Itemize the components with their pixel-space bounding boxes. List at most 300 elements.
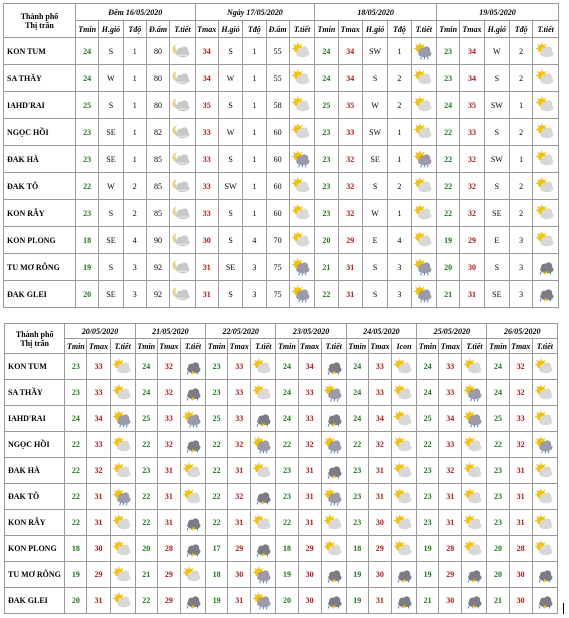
column-header: Tmin	[276, 339, 298, 354]
tmax-value: 34	[338, 65, 362, 92]
tmin-value: 23	[487, 458, 509, 484]
weather-cell	[180, 562, 205, 588]
wind-direction: W	[362, 200, 387, 227]
sun-cloud-icon	[113, 462, 133, 480]
weather-cell	[170, 173, 195, 200]
column-header: Tmax	[228, 339, 251, 354]
tmax-value: 31	[87, 510, 110, 536]
weather-cell	[532, 406, 557, 432]
tmax-value: 33	[228, 380, 251, 406]
tmax-value: 32	[228, 484, 251, 510]
weather-cell	[170, 227, 195, 254]
wind-speed: 4	[388, 227, 411, 254]
night-cloud-icon	[172, 231, 192, 249]
weather-cell	[321, 588, 346, 614]
tmax-value: 31	[439, 484, 462, 510]
table-row	[5, 510, 558, 536]
tmin-value: 23	[206, 380, 228, 406]
sun-cloud-icon	[113, 540, 133, 558]
tmax-value: 31	[460, 281, 484, 308]
day-header: 18/05/2020	[315, 4, 437, 21]
tmin-value: 25	[76, 92, 99, 119]
tmax-value: 35	[338, 92, 362, 119]
weather-cell	[532, 588, 557, 614]
value-cell: 1	[243, 119, 266, 146]
weather-cell	[321, 354, 346, 380]
weather-cell	[532, 354, 557, 380]
sun-cloud-icon	[394, 462, 414, 480]
tmax-value: 35	[460, 92, 484, 119]
column-header: Tmax	[439, 339, 462, 354]
wind-speed: 2	[510, 173, 533, 200]
weather-cell	[180, 510, 205, 536]
tmin-value: 24	[76, 38, 99, 65]
weather-cell	[391, 432, 416, 458]
wind-direction: SE	[362, 146, 387, 173]
weather-cell	[391, 484, 416, 510]
sun-cloud-icon	[253, 462, 273, 480]
rain-sun-icon	[324, 384, 344, 402]
city-header-line: Thành phố	[15, 329, 54, 339]
column-header: Đ.ẩm	[146, 21, 169, 38]
sun-cloud-icon	[253, 384, 273, 402]
tmin-value: 23	[417, 510, 439, 536]
day-header: 22/05/2020	[206, 324, 276, 339]
weather-cell	[110, 354, 135, 380]
thunderstorm-icon	[253, 410, 273, 428]
column-header: Tđộ	[123, 21, 146, 38]
sun-cloud-icon	[464, 358, 484, 376]
weather-cell	[411, 227, 436, 254]
wind-speed: 3	[510, 227, 533, 254]
value-cell: 80	[146, 65, 169, 92]
wind-speed: 1	[388, 200, 411, 227]
weather-cell	[532, 562, 557, 588]
city-name: TU MƠ RÔNG	[5, 562, 65, 588]
table-row	[5, 588, 558, 614]
tmin-value: 21	[135, 562, 157, 588]
weather-cell	[110, 406, 135, 432]
sun-cloud-icon	[394, 436, 414, 454]
weather-cell	[411, 92, 436, 119]
value-cell: 1	[123, 146, 146, 173]
day-header: Ngày 17/05/2020	[195, 4, 315, 21]
sun-cloud-icon	[113, 566, 133, 584]
tmin-value: 24	[276, 406, 298, 432]
tmin-value: 22	[346, 432, 368, 458]
tmin-value: 18	[76, 227, 99, 254]
weather-cell	[251, 406, 276, 432]
sun-cloud-icon	[394, 358, 414, 376]
rain-sun-icon	[113, 410, 133, 428]
tmin-value: 23	[76, 146, 99, 173]
wind-direction: S	[484, 254, 509, 281]
tmax-value: 28	[439, 536, 462, 562]
weather-cell	[391, 536, 416, 562]
tmin-value: 24	[135, 354, 157, 380]
rain-sun-icon	[253, 566, 273, 584]
city-name: TU MƠ RÔNG	[4, 254, 76, 281]
rain-sun-icon	[535, 436, 555, 454]
value-cell: 3	[123, 254, 146, 281]
thunderstorm-icon	[464, 592, 484, 610]
sun-cloud-icon	[464, 540, 484, 558]
table-row	[4, 254, 559, 281]
sun-cloud-icon	[414, 96, 434, 114]
weather-cell	[533, 65, 559, 92]
weather-cell	[532, 510, 557, 536]
weather-cell	[289, 146, 314, 173]
city-header-line: Thị trấn	[25, 20, 54, 30]
tmin-value: 24	[276, 380, 298, 406]
tmin-value: 23	[65, 354, 87, 380]
sun-cloud-icon	[464, 488, 484, 506]
night-cloud-icon	[172, 258, 192, 276]
tmin-value: 23	[315, 146, 338, 173]
weather-cell	[462, 432, 487, 458]
table-row	[5, 536, 558, 562]
sun-cloud-icon	[464, 462, 484, 480]
table-row	[5, 406, 558, 432]
tmin-value: 20	[76, 281, 99, 308]
tmin-value: 24	[65, 406, 87, 432]
tmin-value: 19	[76, 254, 99, 281]
wind-direction: E	[362, 227, 387, 254]
night-cloud-icon	[172, 150, 192, 168]
tmin-value: 25	[206, 406, 228, 432]
tmax-value: 30	[439, 588, 462, 614]
weather-cell	[532, 432, 557, 458]
tmin-value: 24	[417, 354, 439, 380]
rain-sun-icon	[464, 410, 484, 428]
rain-sun-icon	[292, 150, 312, 168]
column-header: Tmax	[87, 339, 110, 354]
rain-sun-icon	[414, 42, 434, 60]
sun-cloud-icon	[113, 358, 133, 376]
sun-cloud-icon	[394, 410, 414, 428]
value-cell: 60	[266, 173, 289, 200]
weather-cell	[289, 92, 314, 119]
tmax-value: 29	[157, 588, 180, 614]
tmax-value: 32	[439, 458, 462, 484]
weather-cell	[411, 200, 436, 227]
weather-cell	[462, 536, 487, 562]
tmin-value: 18	[276, 536, 298, 562]
sun-cloud-icon	[414, 204, 434, 222]
city-name: ĐAK TÔ	[4, 173, 76, 200]
column-header: Tmin	[487, 339, 509, 354]
tmax-value: 31	[298, 484, 321, 510]
value-cell: 70	[266, 227, 289, 254]
tmax-value: 34	[460, 38, 484, 65]
tmin-value: 20	[65, 588, 87, 614]
column-header: H.gió	[218, 21, 242, 38]
value-cell: 1	[123, 92, 146, 119]
column-header: H.gió	[99, 21, 123, 38]
wind-speed: 2	[388, 92, 411, 119]
value-cell: 58	[266, 92, 289, 119]
tmin-value: 23	[315, 173, 338, 200]
value-cell: S	[99, 200, 123, 227]
tmin-value: 23	[76, 119, 99, 146]
sun-cloud-icon	[536, 42, 556, 60]
value-cell: 3	[243, 281, 266, 308]
column-header: Tmin	[76, 21, 99, 38]
value-cell: 92	[146, 254, 169, 281]
tmin-value: 23	[346, 510, 368, 536]
wind-speed: 1	[388, 38, 411, 65]
tmax-value: 31	[228, 458, 251, 484]
sun-cloud-icon	[464, 436, 484, 454]
wind-direction: SW	[484, 92, 509, 119]
weather-cell	[391, 510, 416, 536]
tmin-value: 22	[135, 510, 157, 536]
tmin-value: 21	[437, 281, 460, 308]
column-header: T.tiết	[411, 21, 436, 38]
sun-cloud-icon	[394, 384, 414, 402]
weather-cell	[533, 173, 559, 200]
city-header	[4, 4, 76, 38]
thunderstorm-icon	[183, 592, 203, 610]
sun-cloud-icon	[414, 69, 434, 87]
wind-speed: 2	[510, 65, 533, 92]
column-header: Tmax	[195, 21, 218, 38]
tmin-value: 22	[487, 432, 509, 458]
weather-cell	[391, 380, 416, 406]
weather-cell	[462, 380, 487, 406]
wind-direction: SW	[362, 38, 387, 65]
tmin-value: 20	[437, 254, 460, 281]
weather-cell	[462, 588, 487, 614]
tmin-value: 22	[76, 173, 99, 200]
weather-cell	[321, 432, 346, 458]
wind-direction: SE	[484, 200, 509, 227]
rain-sun-icon	[253, 436, 273, 454]
tmax-value: 32	[228, 432, 251, 458]
tmin-value: 20	[487, 536, 509, 562]
tmin-value: 22	[65, 432, 87, 458]
tmax-value: 31	[509, 484, 532, 510]
tmin-value: 22	[417, 432, 439, 458]
tmax-value: 33	[195, 119, 218, 146]
tmin-value: 24	[135, 380, 157, 406]
tmin-value: 17	[206, 536, 228, 562]
thunderstorm-icon	[535, 592, 555, 610]
tmin-value: 22	[65, 484, 87, 510]
tmin-value: 22	[315, 281, 338, 308]
column-header: T.tiết	[532, 339, 557, 354]
value-cell: 2	[123, 200, 146, 227]
weather-cell	[289, 200, 314, 227]
column-header: T.tiết	[170, 21, 195, 38]
tmin-value: 21	[417, 588, 439, 614]
weather-cell	[170, 119, 195, 146]
wind-direction: S	[484, 173, 509, 200]
column-header: Tmax	[368, 339, 391, 354]
tmin-value: 25	[315, 92, 338, 119]
wind-direction: E	[484, 227, 509, 254]
column-header: T.tiết	[251, 339, 276, 354]
weather-cell	[170, 281, 195, 308]
value-cell: SE	[99, 281, 123, 308]
table-row	[4, 227, 559, 254]
tmax-value: 34	[460, 65, 484, 92]
wind-speed: 1	[510, 92, 533, 119]
value-cell: W	[99, 65, 123, 92]
sun-cloud-icon	[292, 96, 312, 114]
weather-cell	[170, 38, 195, 65]
tmax-value: 34	[368, 406, 391, 432]
tmin-value: 20	[487, 562, 509, 588]
value-cell: 75	[266, 281, 289, 308]
tmin-value: 23	[487, 510, 509, 536]
weather-cell	[251, 354, 276, 380]
tmax-value: 32	[157, 432, 180, 458]
weather-cell	[462, 354, 487, 380]
value-cell: 55	[266, 65, 289, 92]
value-cell: 4	[123, 227, 146, 254]
thunderstorm-icon	[183, 514, 203, 532]
weather-cell	[251, 432, 276, 458]
sun-cloud-icon	[113, 436, 133, 454]
weather-cell	[532, 536, 557, 562]
value-cell: 1	[243, 65, 266, 92]
weather-cell	[180, 588, 205, 614]
tmax-value: 29	[298, 536, 321, 562]
tmin-value: 23	[276, 484, 298, 510]
tmin-value: 22	[206, 510, 228, 536]
weather-cell	[411, 119, 436, 146]
tmax-value: 30	[368, 562, 391, 588]
wind-direction: W	[362, 92, 387, 119]
tmax-value: 32	[460, 146, 484, 173]
tmax-value: 32	[157, 380, 180, 406]
value-cell: 90	[146, 227, 169, 254]
weather-cell	[462, 484, 487, 510]
city-name: ĐAK GLEI	[4, 281, 76, 308]
tmax-value: 33	[228, 354, 251, 380]
tmin-value: 23	[346, 484, 368, 510]
value-cell: S	[218, 146, 242, 173]
tmin-value: 23	[346, 458, 368, 484]
weather-cell	[251, 380, 276, 406]
tmax-value: 31	[509, 458, 532, 484]
value-cell: S	[218, 38, 242, 65]
tmin-value: 22	[65, 510, 87, 536]
tmax-value: 29	[87, 562, 110, 588]
value-cell: 55	[266, 38, 289, 65]
tmin-value: 19	[276, 562, 298, 588]
tmax-value: 30	[509, 588, 532, 614]
rain-sun-icon	[183, 410, 203, 428]
tmax-value: 31	[439, 510, 462, 536]
table-row	[4, 38, 559, 65]
weather-cell	[251, 458, 276, 484]
value-cell: 75	[266, 254, 289, 281]
weather-cell	[411, 146, 436, 173]
sun-cloud-icon	[536, 123, 556, 141]
tmax-value: 34	[338, 38, 362, 65]
day-header: 20/05/2020	[65, 324, 135, 339]
column-header: Tđộ	[510, 21, 533, 38]
value-cell: 1	[123, 38, 146, 65]
weather-cell	[110, 510, 135, 536]
value-cell: W	[99, 173, 123, 200]
tmax-value: 31	[157, 458, 180, 484]
table-row	[5, 380, 558, 406]
thunderstorm-icon	[324, 566, 344, 584]
tmax-value: 31	[228, 510, 251, 536]
city-name: IAHD'RAI	[5, 406, 65, 432]
tmin-value: 22	[206, 432, 228, 458]
night-cloud-icon	[172, 204, 192, 222]
weather-cell	[180, 380, 205, 406]
tmax-value: 31	[368, 588, 391, 614]
weather-cell	[321, 406, 346, 432]
tmin-value: 25	[487, 406, 509, 432]
tmin-value: 19	[417, 536, 439, 562]
sun-cloud-icon	[183, 566, 203, 584]
night-cloud-icon	[172, 123, 192, 141]
tmin-value: 22	[135, 588, 157, 614]
city-name: KON RẪY	[5, 510, 65, 536]
tmax-value: 29	[338, 227, 362, 254]
table-row	[5, 484, 558, 510]
tmin-value: 20	[135, 536, 157, 562]
tmax-value: 31	[338, 254, 362, 281]
city-name: KON TUM	[4, 38, 76, 65]
tmax-value: 30	[509, 562, 532, 588]
thunderstorm-icon	[536, 258, 556, 276]
tmax-value: 31	[509, 510, 532, 536]
tmax-value: 32	[338, 200, 362, 227]
tmax-value: 33	[368, 380, 391, 406]
city-name: NGỌC HỒI	[4, 119, 76, 146]
tmin-value: 23	[437, 65, 460, 92]
sun-cloud-icon	[183, 462, 203, 480]
thunderstorm-icon	[324, 592, 344, 610]
sun-cloud-icon	[536, 96, 556, 114]
weather-cell	[251, 484, 276, 510]
thunderstorm-icon	[183, 384, 203, 402]
tmax-value: 34	[195, 65, 218, 92]
tmax-value: 28	[509, 536, 532, 562]
forecast-table-short-term	[3, 3, 559, 308]
value-cell: W	[218, 65, 242, 92]
tmax-value: 29	[460, 227, 484, 254]
sun-cloud-icon	[535, 514, 555, 532]
value-cell: SE	[99, 119, 123, 146]
wind-direction: S	[484, 119, 509, 146]
tmin-value: 24	[346, 380, 368, 406]
wind-direction: S	[362, 254, 387, 281]
value-cell: S	[99, 38, 123, 65]
thunderstorm-icon	[536, 285, 556, 303]
value-cell: 1	[243, 173, 266, 200]
sun-cloud-icon	[292, 123, 312, 141]
weather-cell	[110, 432, 135, 458]
day-header: 26/05/2020	[487, 324, 558, 339]
weather-cell	[251, 536, 276, 562]
night-cloud-icon	[172, 177, 192, 195]
tmin-value: 22	[206, 458, 228, 484]
tmax-value: 33	[439, 432, 462, 458]
tmin-value: 19	[206, 588, 228, 614]
value-cell: SE	[99, 227, 123, 254]
weather-cell	[170, 65, 195, 92]
tmin-value: 22	[437, 200, 460, 227]
sun-cloud-icon	[464, 514, 484, 532]
